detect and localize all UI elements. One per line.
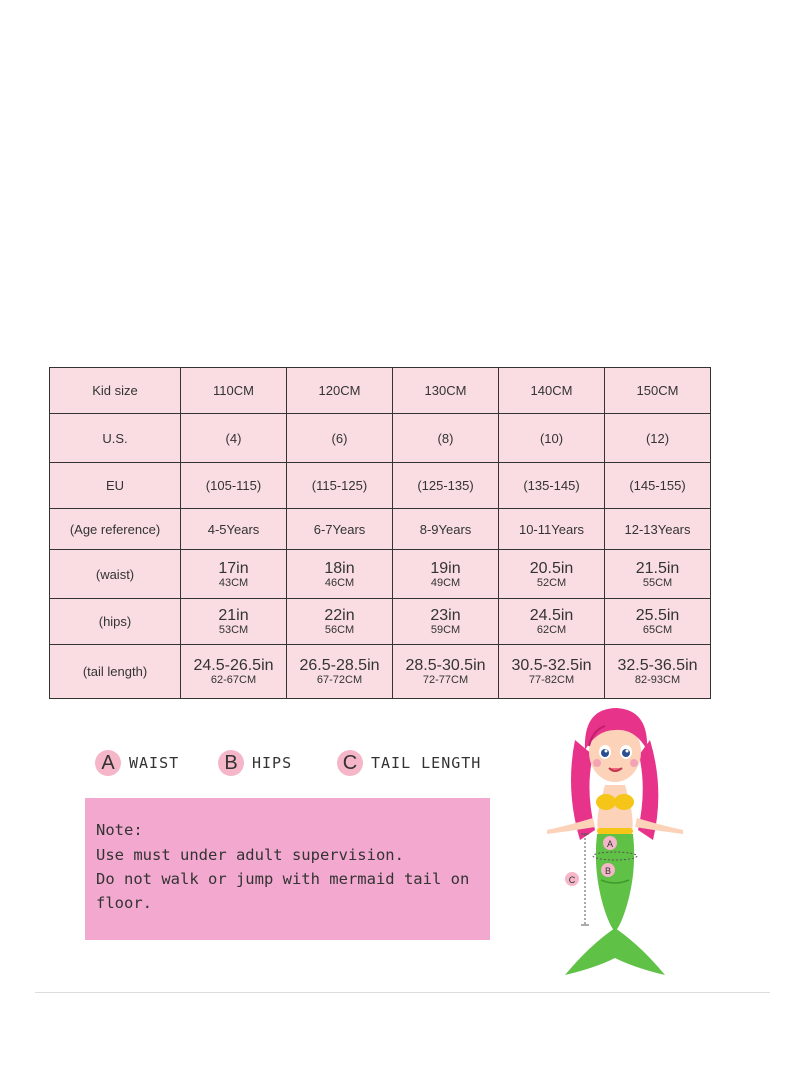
cm-value: 62CM — [536, 624, 567, 636]
table-cell: (10) — [499, 414, 605, 463]
inch-value: 17in — [218, 559, 249, 577]
table-cell: 130CM — [393, 368, 499, 414]
badge-c: C — [337, 750, 363, 776]
legend-item-tail-length — [337, 750, 481, 776]
row-label: (hips) — [50, 599, 181, 645]
measurement-legend — [95, 750, 515, 778]
table-cell: 120CM — [287, 368, 393, 414]
cm-value: 52CM — [536, 576, 567, 589]
legend-label-hips: HIPS — [252, 754, 293, 772]
row-label: (tail length) — [50, 645, 181, 699]
table-cell: (8) — [393, 414, 499, 463]
table-cell — [287, 645, 393, 699]
cm-value: 55CM — [642, 576, 673, 589]
marker-c-label: C — [568, 875, 576, 885]
badge-a: A — [95, 750, 121, 776]
inch-value: 28.5-30.5in — [405, 657, 486, 674]
table-row — [50, 599, 711, 645]
inch-value: 22in — [324, 607, 355, 624]
table-cell — [605, 645, 711, 699]
table-cell — [605, 550, 711, 599]
table-cell: (115-125) — [287, 463, 393, 509]
inch-value: 25.5in — [635, 607, 680, 624]
divider — [35, 992, 770, 993]
table-cell: (12) — [605, 414, 711, 463]
note-line-no-walking: Do not walk or jump with mermaid tail on — [96, 870, 470, 888]
marker-a-label: A — [606, 839, 614, 849]
table-cell — [181, 550, 287, 599]
table-row — [50, 463, 711, 509]
table-cell — [287, 550, 393, 599]
inch-value: 21in — [218, 607, 249, 624]
table-cell: 4-5Years — [181, 509, 287, 550]
table-row — [50, 414, 711, 463]
cm-value: 46CM — [324, 576, 355, 589]
table-cell: (125-135) — [393, 463, 499, 509]
inch-value: 23in — [430, 607, 461, 624]
inch-value: 18in — [324, 559, 355, 577]
inch-value: 24.5-26.5in — [193, 657, 274, 674]
table-cell — [499, 645, 605, 699]
table-cell: (6) — [287, 414, 393, 463]
cm-value: 56CM — [324, 624, 355, 636]
table-row — [50, 509, 711, 550]
size-chart-table — [49, 367, 711, 699]
cm-value: 67-72CM — [316, 674, 363, 686]
badge-b: B — [218, 750, 244, 776]
table-cell: 10-11Years — [499, 509, 605, 550]
table-cell: 8-9Years — [393, 509, 499, 550]
inch-value: 19in — [430, 559, 461, 577]
cm-value: 53CM — [218, 624, 249, 636]
row-label: U.S. — [50, 414, 181, 463]
legend-item-hips — [218, 750, 292, 776]
cm-value: 49CM — [430, 576, 461, 589]
table-cell: 150CM — [605, 368, 711, 414]
cm-value: 62-67CM — [210, 674, 257, 686]
inch-value: 21.5in — [635, 559, 680, 577]
table-cell: (105-115) — [181, 463, 287, 509]
table-cell: 140CM — [499, 368, 605, 414]
table-row — [50, 645, 711, 699]
row-label: EU — [50, 463, 181, 509]
cm-value: 59CM — [430, 624, 461, 636]
table-cell — [181, 599, 287, 645]
table-cell — [287, 599, 393, 645]
note-title: Note: — [96, 821, 143, 839]
legend-label-waist: WAIST — [129, 754, 180, 772]
table-cell — [605, 599, 711, 645]
table-cell: (135-145) — [499, 463, 605, 509]
table-cell: 110CM — [181, 368, 287, 414]
row-label: (waist) — [50, 550, 181, 599]
inch-value: 20.5in — [529, 559, 574, 577]
table-cell — [393, 550, 499, 599]
legend-item-waist — [95, 750, 179, 776]
table-cell — [393, 645, 499, 699]
row-label: Kid size — [50, 368, 181, 414]
marker-b-label: B — [604, 866, 612, 876]
cm-value: 77-82CM — [528, 674, 575, 686]
cm-value: 43CM — [218, 576, 249, 589]
inch-value: 32.5-36.5in — [617, 657, 698, 674]
table-cell — [499, 550, 605, 599]
inch-value: 30.5-32.5in — [511, 657, 592, 674]
table-cell: (4) — [181, 414, 287, 463]
cm-value: 82-93CM — [634, 674, 681, 686]
note-line-supervision: Use must under adult supervision. — [96, 846, 404, 864]
row-label: (Age reference) — [50, 509, 181, 550]
cm-value: 65CM — [642, 624, 673, 636]
table-cell — [181, 645, 287, 699]
table-row — [50, 368, 711, 414]
inch-value: 26.5-28.5in — [299, 657, 380, 674]
table-cell: 12-13Years — [605, 509, 711, 550]
mermaid-illustration — [535, 700, 695, 990]
note-box — [85, 798, 490, 940]
inch-value: 24.5in — [529, 607, 574, 624]
cm-value: 72-77CM — [422, 674, 469, 686]
table-cell: 6-7Years — [287, 509, 393, 550]
table-cell: (145-155) — [605, 463, 711, 509]
note-line-floor: floor. — [96, 894, 152, 912]
legend-label-tail-length: TAIL LENGTH — [371, 754, 482, 772]
table-cell — [393, 599, 499, 645]
table-cell — [499, 599, 605, 645]
table-row — [50, 550, 711, 599]
